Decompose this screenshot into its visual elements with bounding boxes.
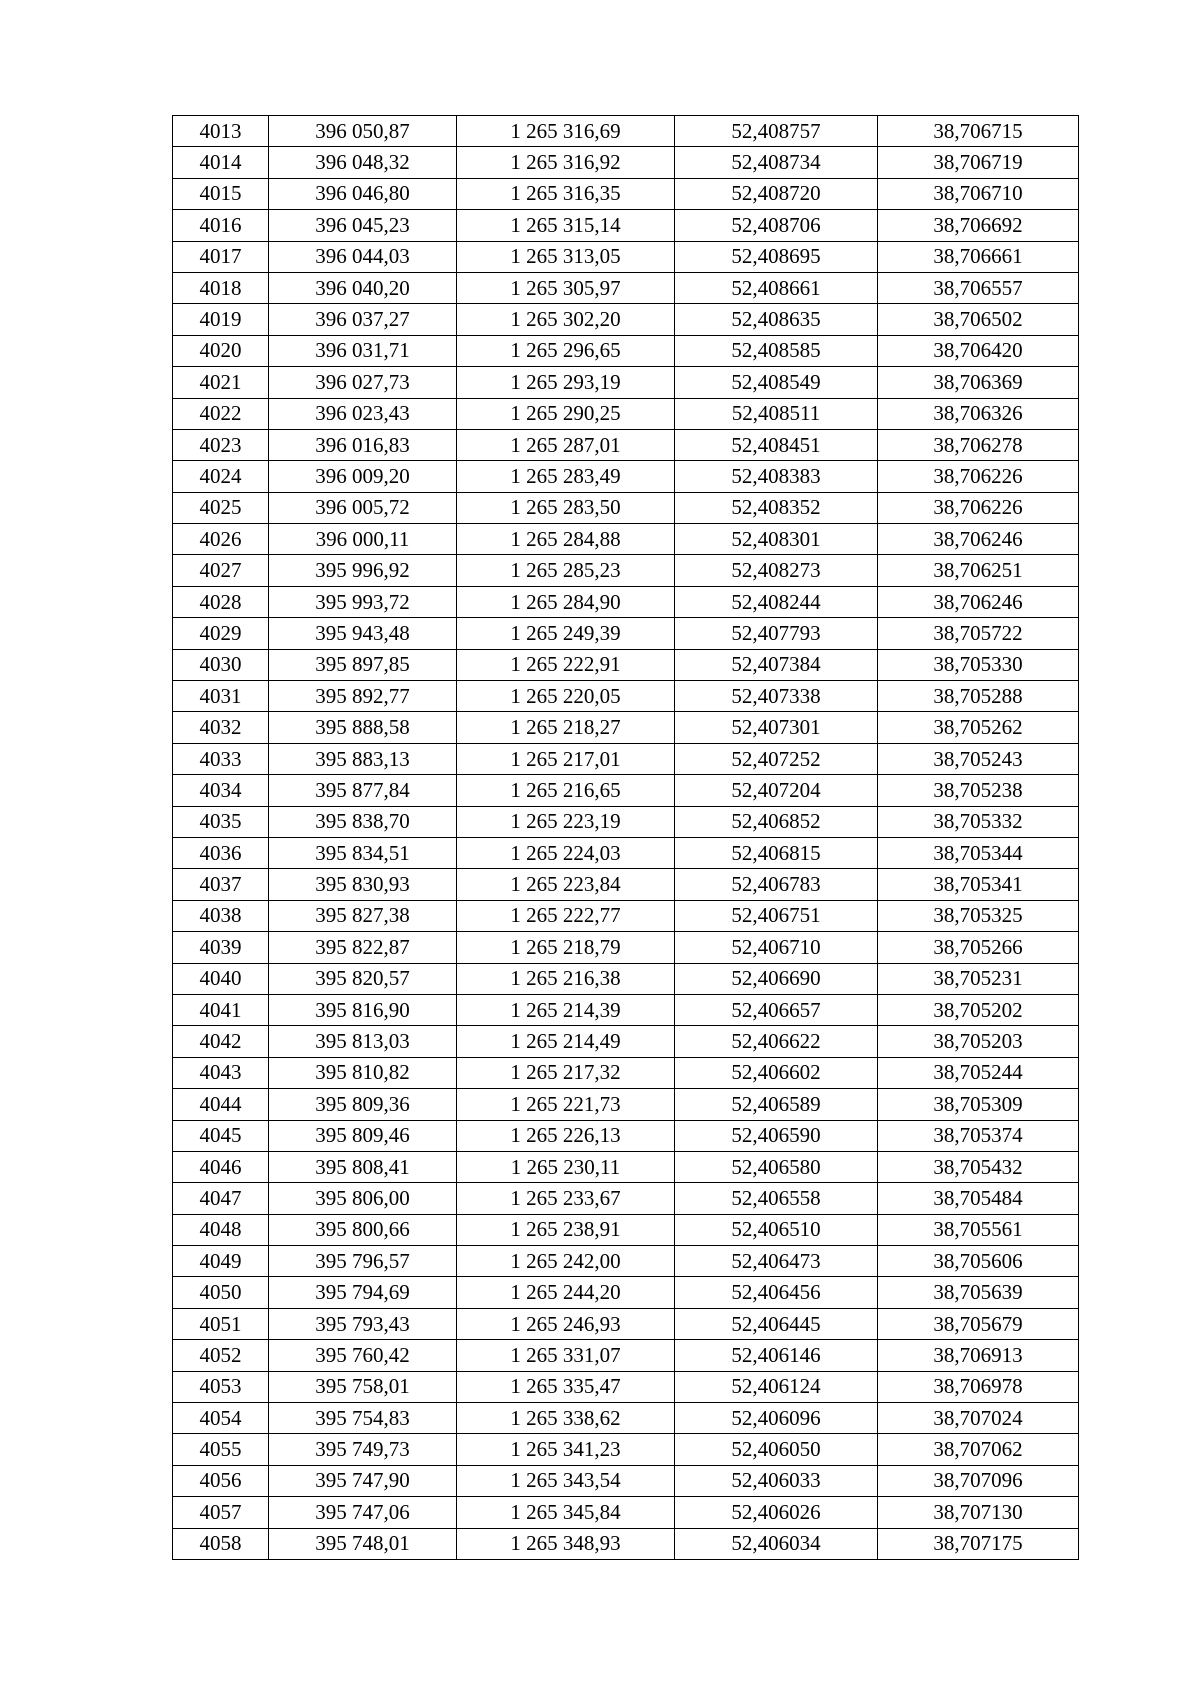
x-coordinate-cell: 395 996,92 (269, 555, 457, 586)
point-number-cell: 4021 (173, 367, 269, 398)
latitude-cell: 52,408734 (675, 147, 878, 178)
coordinates-table-body (173, 116, 1079, 1560)
x-coordinate-cell: 396 044,03 (269, 241, 457, 272)
table-row (173, 304, 1079, 335)
latitude-cell: 52,406124 (675, 1371, 878, 1402)
y-coordinate-cell: 1 265 223,84 (457, 869, 675, 900)
table-row (173, 1277, 1079, 1308)
latitude-cell: 52,407384 (675, 649, 878, 680)
y-coordinate-cell: 1 265 287,01 (457, 429, 675, 460)
latitude-cell: 52,406558 (675, 1183, 878, 1214)
latitude-cell: 52,406590 (675, 1120, 878, 1151)
longitude-cell: 38,705341 (878, 869, 1079, 900)
point-number-cell: 4053 (173, 1371, 269, 1402)
point-number-cell: 4018 (173, 272, 269, 303)
point-number-cell: 4014 (173, 147, 269, 178)
longitude-cell: 38,705231 (878, 963, 1079, 994)
x-coordinate-cell: 396 016,83 (269, 429, 457, 460)
longitude-cell: 38,707175 (878, 1528, 1079, 1559)
x-coordinate-cell: 395 813,03 (269, 1026, 457, 1057)
y-coordinate-cell: 1 265 296,65 (457, 335, 675, 366)
x-coordinate-cell: 395 749,73 (269, 1434, 457, 1465)
point-number-cell: 4052 (173, 1340, 269, 1371)
longitude-cell: 38,706557 (878, 272, 1079, 303)
point-number-cell: 4044 (173, 1089, 269, 1120)
longitude-cell: 38,706326 (878, 398, 1079, 429)
table-row (173, 900, 1079, 931)
point-number-cell: 4020 (173, 335, 269, 366)
point-number-cell: 4023 (173, 429, 269, 460)
table-row (173, 1434, 1079, 1465)
table-row (173, 272, 1079, 303)
table-row (173, 1151, 1079, 1182)
latitude-cell: 52,407204 (675, 775, 878, 806)
x-coordinate-cell: 395 888,58 (269, 712, 457, 743)
table-row (173, 681, 1079, 712)
table-row (173, 618, 1079, 649)
y-coordinate-cell: 1 265 302,20 (457, 304, 675, 335)
point-number-cell: 4024 (173, 461, 269, 492)
point-number-cell: 4029 (173, 618, 269, 649)
point-number-cell: 4038 (173, 900, 269, 931)
longitude-cell: 38,705325 (878, 900, 1079, 931)
table-row (173, 210, 1079, 241)
longitude-cell: 38,705243 (878, 743, 1079, 774)
point-number-cell: 4034 (173, 775, 269, 806)
latitude-cell: 52,408451 (675, 429, 878, 460)
longitude-cell: 38,705561 (878, 1214, 1079, 1245)
latitude-cell: 52,408661 (675, 272, 878, 303)
y-coordinate-cell: 1 265 226,13 (457, 1120, 675, 1151)
latitude-cell: 52,408244 (675, 586, 878, 617)
latitude-cell: 52,406783 (675, 869, 878, 900)
x-coordinate-cell: 396 037,27 (269, 304, 457, 335)
table-row (173, 1403, 1079, 1434)
latitude-cell: 52,406026 (675, 1497, 878, 1528)
latitude-cell: 52,406096 (675, 1403, 878, 1434)
y-coordinate-cell: 1 265 284,88 (457, 524, 675, 555)
y-coordinate-cell: 1 265 230,11 (457, 1151, 675, 1182)
latitude-cell: 52,408757 (675, 116, 878, 147)
x-coordinate-cell: 395 747,06 (269, 1497, 457, 1528)
x-coordinate-cell: 395 810,82 (269, 1057, 457, 1088)
x-coordinate-cell: 396 023,43 (269, 398, 457, 429)
latitude-cell: 52,406657 (675, 994, 878, 1025)
table-row (173, 586, 1079, 617)
table-row (173, 649, 1079, 680)
longitude-cell: 38,706715 (878, 116, 1079, 147)
y-coordinate-cell: 1 265 220,05 (457, 681, 675, 712)
table-row (173, 1183, 1079, 1214)
table-row (173, 869, 1079, 900)
x-coordinate-cell: 395 808,41 (269, 1151, 457, 1182)
table-row (173, 1246, 1079, 1277)
longitude-cell: 38,705374 (878, 1120, 1079, 1151)
point-number-cell: 4027 (173, 555, 269, 586)
longitude-cell: 38,706661 (878, 241, 1079, 272)
table-row (173, 241, 1079, 272)
latitude-cell: 52,406456 (675, 1277, 878, 1308)
longitude-cell: 38,707024 (878, 1403, 1079, 1434)
latitude-cell: 52,406473 (675, 1246, 878, 1277)
table-row (173, 963, 1079, 994)
y-coordinate-cell: 1 265 316,92 (457, 147, 675, 178)
latitude-cell: 52,407301 (675, 712, 878, 743)
latitude-cell: 52,406690 (675, 963, 878, 994)
point-number-cell: 4026 (173, 524, 269, 555)
longitude-cell: 38,706710 (878, 178, 1079, 209)
table-row (173, 1528, 1079, 1559)
table-row (173, 461, 1079, 492)
table-row (173, 1214, 1079, 1245)
x-coordinate-cell: 395 822,87 (269, 932, 457, 963)
x-coordinate-cell: 395 793,43 (269, 1308, 457, 1339)
point-number-cell: 4025 (173, 492, 269, 523)
point-number-cell: 4058 (173, 1528, 269, 1559)
x-coordinate-cell: 395 754,83 (269, 1403, 457, 1434)
point-number-cell: 4043 (173, 1057, 269, 1088)
latitude-cell: 52,406034 (675, 1528, 878, 1559)
x-coordinate-cell: 395 747,90 (269, 1465, 457, 1496)
x-coordinate-cell: 395 993,72 (269, 586, 457, 617)
point-number-cell: 4037 (173, 869, 269, 900)
longitude-cell: 38,705330 (878, 649, 1079, 680)
point-number-cell: 4030 (173, 649, 269, 680)
longitude-cell: 38,706246 (878, 524, 1079, 555)
longitude-cell: 38,705484 (878, 1183, 1079, 1214)
longitude-cell: 38,706251 (878, 555, 1079, 586)
longitude-cell: 38,706226 (878, 492, 1079, 523)
y-coordinate-cell: 1 265 345,84 (457, 1497, 675, 1528)
latitude-cell: 52,406510 (675, 1214, 878, 1245)
latitude-cell: 52,408549 (675, 367, 878, 398)
y-coordinate-cell: 1 265 249,39 (457, 618, 675, 649)
point-number-cell: 4017 (173, 241, 269, 272)
point-number-cell: 4055 (173, 1434, 269, 1465)
y-coordinate-cell: 1 265 222,77 (457, 900, 675, 931)
longitude-cell: 38,705722 (878, 618, 1079, 649)
x-coordinate-cell: 396 000,11 (269, 524, 457, 555)
x-coordinate-cell: 395 830,93 (269, 869, 457, 900)
x-coordinate-cell: 395 820,57 (269, 963, 457, 994)
point-number-cell: 4013 (173, 116, 269, 147)
table-row (173, 429, 1079, 460)
x-coordinate-cell: 395 838,70 (269, 806, 457, 837)
latitude-cell: 52,408511 (675, 398, 878, 429)
latitude-cell: 52,408273 (675, 555, 878, 586)
longitude-cell: 38,706226 (878, 461, 1079, 492)
latitude-cell: 52,406622 (675, 1026, 878, 1057)
latitude-cell: 52,406602 (675, 1057, 878, 1088)
point-number-cell: 4028 (173, 586, 269, 617)
point-number-cell: 4049 (173, 1246, 269, 1277)
latitude-cell: 52,408352 (675, 492, 878, 523)
longitude-cell: 38,705266 (878, 932, 1079, 963)
y-coordinate-cell: 1 265 335,47 (457, 1371, 675, 1402)
point-number-cell: 4031 (173, 681, 269, 712)
longitude-cell: 38,706978 (878, 1371, 1079, 1402)
longitude-cell: 38,705679 (878, 1308, 1079, 1339)
point-number-cell: 4016 (173, 210, 269, 241)
longitude-cell: 38,705262 (878, 712, 1079, 743)
y-coordinate-cell: 1 265 224,03 (457, 837, 675, 868)
y-coordinate-cell: 1 265 216,38 (457, 963, 675, 994)
longitude-cell: 38,705432 (878, 1151, 1079, 1182)
longitude-cell: 38,705309 (878, 1089, 1079, 1120)
latitude-cell: 52,408585 (675, 335, 878, 366)
table-row (173, 1340, 1079, 1371)
x-coordinate-cell: 395 809,46 (269, 1120, 457, 1151)
table-row (173, 775, 1079, 806)
table-row (173, 1308, 1079, 1339)
y-coordinate-cell: 1 265 338,62 (457, 1403, 675, 1434)
point-number-cell: 4046 (173, 1151, 269, 1182)
x-coordinate-cell: 395 758,01 (269, 1371, 457, 1402)
point-number-cell: 4015 (173, 178, 269, 209)
table-row (173, 837, 1079, 868)
latitude-cell: 52,406815 (675, 837, 878, 868)
x-coordinate-cell: 395 897,85 (269, 649, 457, 680)
x-coordinate-cell: 395 943,48 (269, 618, 457, 649)
y-coordinate-cell: 1 265 284,90 (457, 586, 675, 617)
y-coordinate-cell: 1 265 348,93 (457, 1528, 675, 1559)
longitude-cell: 38,706369 (878, 367, 1079, 398)
longitude-cell: 38,705332 (878, 806, 1079, 837)
y-coordinate-cell: 1 265 218,27 (457, 712, 675, 743)
latitude-cell: 52,406033 (675, 1465, 878, 1496)
table-row (173, 492, 1079, 523)
point-number-cell: 4057 (173, 1497, 269, 1528)
table-row (173, 1371, 1079, 1402)
y-coordinate-cell: 1 265 341,23 (457, 1434, 675, 1465)
point-number-cell: 4019 (173, 304, 269, 335)
point-number-cell: 4033 (173, 743, 269, 774)
table-row (173, 1120, 1079, 1151)
table-row (173, 1089, 1079, 1120)
point-number-cell: 4039 (173, 932, 269, 963)
table-row (173, 932, 1079, 963)
latitude-cell: 52,408301 (675, 524, 878, 555)
y-coordinate-cell: 1 265 285,23 (457, 555, 675, 586)
coordinates-table (172, 115, 1079, 1560)
x-coordinate-cell: 396 050,87 (269, 116, 457, 147)
y-coordinate-cell: 1 265 233,67 (457, 1183, 675, 1214)
table-row (173, 1057, 1079, 1088)
longitude-cell: 38,705639 (878, 1277, 1079, 1308)
y-coordinate-cell: 1 265 293,19 (457, 367, 675, 398)
table-row (173, 743, 1079, 774)
y-coordinate-cell: 1 265 217,01 (457, 743, 675, 774)
y-coordinate-cell: 1 265 216,65 (457, 775, 675, 806)
latitude-cell: 52,406710 (675, 932, 878, 963)
longitude-cell: 38,706278 (878, 429, 1079, 460)
y-coordinate-cell: 1 265 290,25 (457, 398, 675, 429)
point-number-cell: 4040 (173, 963, 269, 994)
y-coordinate-cell: 1 265 283,50 (457, 492, 675, 523)
y-coordinate-cell: 1 265 218,79 (457, 932, 675, 963)
point-number-cell: 4035 (173, 806, 269, 837)
x-coordinate-cell: 395 834,51 (269, 837, 457, 868)
longitude-cell: 38,705344 (878, 837, 1079, 868)
x-coordinate-cell: 396 031,71 (269, 335, 457, 366)
longitude-cell: 38,707062 (878, 1434, 1079, 1465)
x-coordinate-cell: 395 748,01 (269, 1528, 457, 1559)
x-coordinate-cell: 395 892,77 (269, 681, 457, 712)
y-coordinate-cell: 1 265 343,54 (457, 1465, 675, 1496)
latitude-cell: 52,406146 (675, 1340, 878, 1371)
table-row (173, 1465, 1079, 1496)
longitude-cell: 38,706692 (878, 210, 1079, 241)
y-coordinate-cell: 1 265 221,73 (457, 1089, 675, 1120)
table-row (173, 398, 1079, 429)
latitude-cell: 52,407793 (675, 618, 878, 649)
table-row (173, 367, 1079, 398)
point-number-cell: 4056 (173, 1465, 269, 1496)
longitude-cell: 38,707130 (878, 1497, 1079, 1528)
y-coordinate-cell: 1 265 305,97 (457, 272, 675, 303)
latitude-cell: 52,406852 (675, 806, 878, 837)
y-coordinate-cell: 1 265 214,39 (457, 994, 675, 1025)
x-coordinate-cell: 396 027,73 (269, 367, 457, 398)
longitude-cell: 38,705202 (878, 994, 1079, 1025)
x-coordinate-cell: 395 760,42 (269, 1340, 457, 1371)
table-row (173, 116, 1079, 147)
y-coordinate-cell: 1 265 214,49 (457, 1026, 675, 1057)
longitude-cell: 38,706246 (878, 586, 1079, 617)
table-row (173, 524, 1079, 555)
longitude-cell: 38,705288 (878, 681, 1079, 712)
x-coordinate-cell: 395 827,38 (269, 900, 457, 931)
point-number-cell: 4051 (173, 1308, 269, 1339)
longitude-cell: 38,706913 (878, 1340, 1079, 1371)
latitude-cell: 52,408695 (675, 241, 878, 272)
point-number-cell: 4042 (173, 1026, 269, 1057)
x-coordinate-cell: 395 883,13 (269, 743, 457, 774)
point-number-cell: 4050 (173, 1277, 269, 1308)
table-row (173, 994, 1079, 1025)
y-coordinate-cell: 1 265 222,91 (457, 649, 675, 680)
x-coordinate-cell: 395 794,69 (269, 1277, 457, 1308)
longitude-cell: 38,706719 (878, 147, 1079, 178)
longitude-cell: 38,705238 (878, 775, 1079, 806)
point-number-cell: 4036 (173, 837, 269, 868)
point-number-cell: 4041 (173, 994, 269, 1025)
latitude-cell: 52,407338 (675, 681, 878, 712)
y-coordinate-cell: 1 265 242,00 (457, 1246, 675, 1277)
table-row (173, 178, 1079, 209)
x-coordinate-cell: 396 040,20 (269, 272, 457, 303)
y-coordinate-cell: 1 265 238,91 (457, 1214, 675, 1245)
x-coordinate-cell: 395 806,00 (269, 1183, 457, 1214)
longitude-cell: 38,706420 (878, 335, 1079, 366)
latitude-cell: 52,408706 (675, 210, 878, 241)
x-coordinate-cell: 396 046,80 (269, 178, 457, 209)
latitude-cell: 52,406589 (675, 1089, 878, 1120)
latitude-cell: 52,406050 (675, 1434, 878, 1465)
x-coordinate-cell: 395 800,66 (269, 1214, 457, 1245)
x-coordinate-cell: 396 045,23 (269, 210, 457, 241)
latitude-cell: 52,406445 (675, 1308, 878, 1339)
y-coordinate-cell: 1 265 217,32 (457, 1057, 675, 1088)
y-coordinate-cell: 1 265 316,35 (457, 178, 675, 209)
latitude-cell: 52,408383 (675, 461, 878, 492)
y-coordinate-cell: 1 265 223,19 (457, 806, 675, 837)
longitude-cell: 38,705203 (878, 1026, 1079, 1057)
latitude-cell: 52,407252 (675, 743, 878, 774)
longitude-cell: 38,705244 (878, 1057, 1079, 1088)
table-row (173, 712, 1079, 743)
latitude-cell: 52,408635 (675, 304, 878, 335)
y-coordinate-cell: 1 265 316,69 (457, 116, 675, 147)
point-number-cell: 4032 (173, 712, 269, 743)
table-row (173, 147, 1079, 178)
table-row (173, 555, 1079, 586)
table-row (173, 806, 1079, 837)
point-number-cell: 4022 (173, 398, 269, 429)
x-coordinate-cell: 396 048,32 (269, 147, 457, 178)
longitude-cell: 38,707096 (878, 1465, 1079, 1496)
point-number-cell: 4045 (173, 1120, 269, 1151)
table-row (173, 1497, 1079, 1528)
x-coordinate-cell: 395 809,36 (269, 1089, 457, 1120)
table-row (173, 335, 1079, 366)
table-row (173, 1026, 1079, 1057)
latitude-cell: 52,406580 (675, 1151, 878, 1182)
y-coordinate-cell: 1 265 246,93 (457, 1308, 675, 1339)
y-coordinate-cell: 1 265 283,49 (457, 461, 675, 492)
y-coordinate-cell: 1 265 331,07 (457, 1340, 675, 1371)
longitude-cell: 38,706502 (878, 304, 1079, 335)
x-coordinate-cell: 395 796,57 (269, 1246, 457, 1277)
x-coordinate-cell: 396 009,20 (269, 461, 457, 492)
latitude-cell: 52,406751 (675, 900, 878, 931)
point-number-cell: 4048 (173, 1214, 269, 1245)
latitude-cell: 52,408720 (675, 178, 878, 209)
x-coordinate-cell: 396 005,72 (269, 492, 457, 523)
point-number-cell: 4054 (173, 1403, 269, 1434)
y-coordinate-cell: 1 265 313,05 (457, 241, 675, 272)
x-coordinate-cell: 395 877,84 (269, 775, 457, 806)
x-coordinate-cell: 395 816,90 (269, 994, 457, 1025)
longitude-cell: 38,705606 (878, 1246, 1079, 1277)
point-number-cell: 4047 (173, 1183, 269, 1214)
y-coordinate-cell: 1 265 244,20 (457, 1277, 675, 1308)
y-coordinate-cell: 1 265 315,14 (457, 210, 675, 241)
